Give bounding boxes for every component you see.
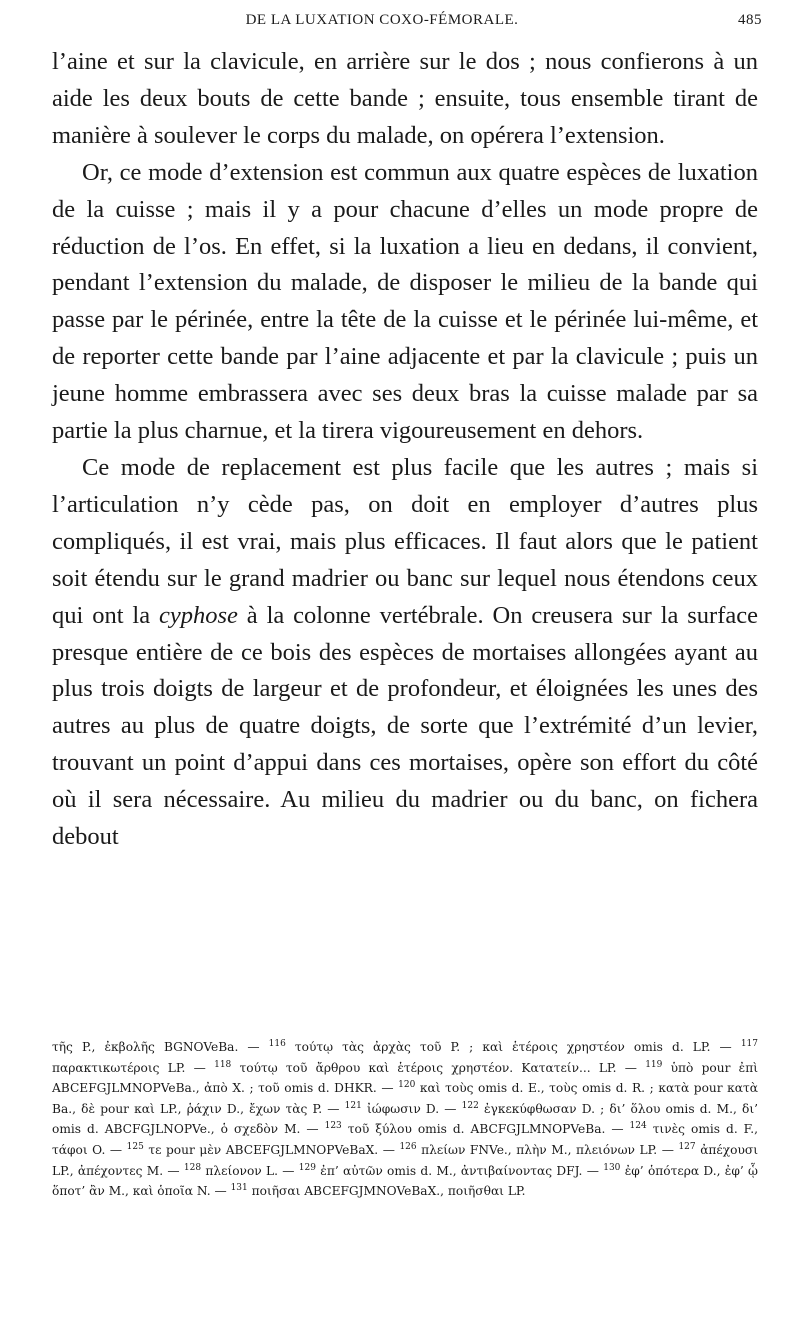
note-number: 121 [344,1100,362,1111]
note-text: παρακτικωτέροις LP. — [52,1060,215,1075]
note-number: 126 [399,1141,417,1152]
note-text: ἐγκεκύφθωσαν D. ; δι’ ὅλου omis d. M., δι’ omis d. ABCFGJLNOPVe., ὁ σχεδὸν M. — [52,1101,758,1137]
note-text: τινὲς omis d. F., τάφοι O. — [52,1122,758,1157]
note-number: 117 [740,1038,758,1049]
note-number: 129 [298,1162,316,1173]
paragraph-3-text-b: à la colonne vertébrale. On creusera sur la surface presque entière de ce bois des espèces de mortaises allongées ayant au plus trois doigts de largeur et de profondeur, et éloignées les unes des autres au plus de quatre doigts, de sorte que l’extrémité d’un levier, trouvant un point d’appui dans ces mortaises, opère son effort du côté où il sera nécessaire. Au milieu du madrier ou du banc, on fichera debout [52,601,759,851]
note-number: 124 [629,1121,647,1132]
note-text: ὑπὸ pour ἐπὶ ABCEFGJLMNOPVeBa., ἀπὸ X. ; τοῦ omis d. DHKR. — [52,1060,759,1096]
paragraph-2: Or, ce mode d’extension est commun aux quatre espèces de luxation de la cuisse ; mais il y a pour chacune d’elles un mode propre de réduction de l’os. En effet, si la luxation a lieu en dedans, il convient, pendant l’extension du malade, de disposer le milieu de la bande qui passe par le périnée, entre la tête de la cuisse et le périnée lui-même, et de reporter cette bande par l’aine adjacente et par la clavicule ; puis un jeune homme embrassera avec ses deux bras la cuisse malade par sa partie la plus charnue, et la tirera vigoureusement en dehors. [52,158,758,445]
note-text: τούτῳ τὰς ἀρχὰς τοῦ P. ; καὶ ἑτέροις χρηστέον omis d. LP. — [285,1040,741,1054]
note-text: καὶ τοὺς omis d. E., τοὺς omis d. R. ; κατὰ pour κατὰ Ba., δὲ pour καὶ LP., ῥάχιν D., ἔχων τὰς P. — [52,1081,758,1116]
note-number: 122 [461,1100,479,1111]
note-number: 128 [183,1162,202,1173]
note-text: τοῦ ξύλου omis d. ABCFGJLMNOPVeBa. — [341,1122,630,1137]
note-number: 118 [214,1059,232,1070]
notes-paragraph [52,1037,758,1202]
running-title: DE LA LUXATION COXO-FÉMORALE. [245,12,519,28]
note-text: ἀπέχουσι LP., ἀπέχοντες M. — [52,1142,758,1178]
paragraph-3-text-a: Ce mode de replacement est plus facile que les autres ; mais si l’articulation n’y cède pas, on doit en employer d’autres plus compliqués, il est vrai, mais plus efficaces. Il faut alors que le patient soit étendu sur le grand madrier ou banc sur lequel nous étendons ceux qui ont la [52,453,758,629]
paragraph-1: l’aine et sur la clavicule, en arrière sur le dos ; nous confierons à un aide les deux bouts de cette bande ; ensuite, tous ensemble tirant de manière à soulever le corps du malade, on opérera l’extension. [52,48,758,149]
note-text: ἐπ’ αὐτῶν omis d. M., ἀντιβαίνοντας DFJ. — [315,1163,604,1178]
note-text: πλείονον L. — [201,1163,299,1178]
note-number: 123 [324,1121,342,1132]
note-number: 120 [398,1080,416,1091]
note-text: ἰώφωσιν D. — [361,1101,462,1116]
note-number: 116 [268,1038,286,1049]
note-text: πλείων FNVe., πλὴν M., πλειόνων LP. — [416,1142,679,1157]
note-text: τούτῳ τοῦ ἄρθρου καὶ ἑτέροις χρηστέον. Κατατείν... LP. — [231,1060,646,1075]
note-number: 119 [645,1059,663,1070]
page-number: 485 [738,12,762,28]
critical-apparatus [52,1037,758,1202]
note-text: τε pour μὲν ABCEFGJLMNOPVeBaX. — [143,1142,400,1157]
note-lead: τῆς P., ἐκβολῆς BGNOVeBa. — [52,1040,269,1054]
italic-term-cyphose: cyphose [158,601,238,629]
body-text [52,44,758,856]
paragraph-3 [52,450,758,856]
note-number: 130 [603,1162,621,1173]
note-text: ἐφ’ ὁπότερα D., ἐφ’ ᾧ ὅποτ’ ἂν M., καὶ ὁποῖα N. — [52,1163,758,1199]
note-text: ποιῆσαι ABCEFGJMNOVeBaX., ποιῆσθαι LP. [247,1184,526,1199]
note-number: 131 [230,1183,248,1194]
note-number: 127 [678,1141,696,1152]
running-header [62,12,762,36]
note-number: 125 [126,1141,144,1152]
